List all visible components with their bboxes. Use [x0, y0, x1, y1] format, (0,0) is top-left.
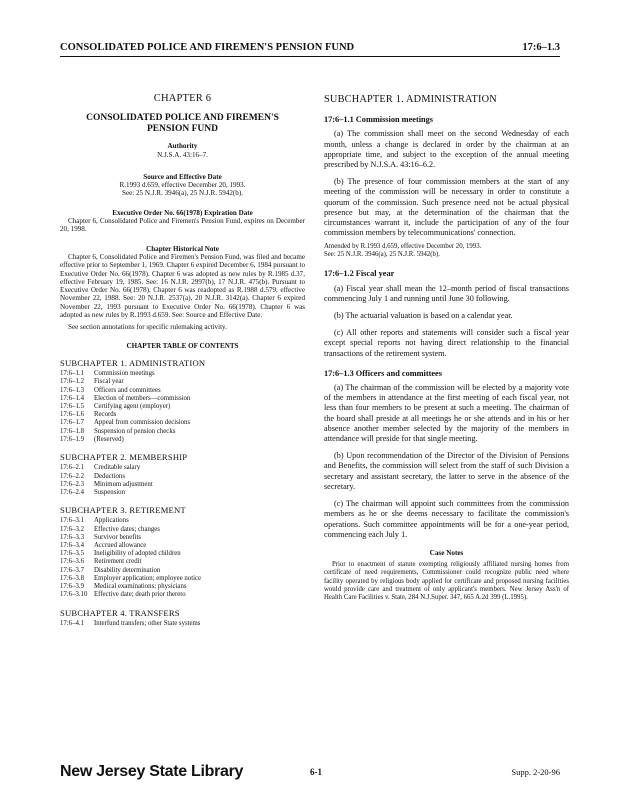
toc-item[interactable]: 17:6–1.9 (Reserved)	[60, 435, 124, 443]
toc-subchapter-heading: SUBCHAPTER 4. TRANSFERS	[60, 607, 180, 618]
toc-item[interactable]: 17:6–1.2 Fiscal year	[60, 378, 124, 386]
toc-subchapter-3	[60, 506, 305, 599]
see-annotations: See section annotations for specific rulemaking activity.	[68, 323, 227, 332]
exec-order-text: Chapter 6, Consolidated Police and Firemen's Pension Fund, expires on December 20, 1998.	[60, 217, 305, 234]
history-text: Chapter 6, Consolidated Police and Firemen's Pension Fund, was filed and became effective prior to September 1, 1969. Chapter 6 expired December 6, 1984 pursuant to Executive Order No. 66(1978). Chapter 6 was adopted as new rules by R.1985 d.37, effective February 19, 1985. See: 16 N.J.R. 2997(b), 17 N.J.R. 475(b). Pursuant to Executive Order No. 66(1978), Chapter 6 was readopted as R.1988 d.579, effective November 22, 1988. See: 20 N.J.R. 2537(a), 20 N.J.R. 3142(a). Chapter 6 expired November 22, 1993 pursuant to Executive Order No. 66(1978). Chapter 6 was adopted as new rules by R.1993 d.659. See: Source and Effective Date.	[60, 252, 305, 320]
right-column	[324, 95, 569, 602]
toc-item[interactable]: 17:6–3.9 Medical examinations; physicians	[60, 583, 187, 591]
authority-label: Authority	[167, 142, 198, 151]
section-1-1-b: (b) The presence of four commission members at the start of any meeting of the commission will be necessary in order to constitute a quorum of the commission. Such presence need not be actual physical presence but may, at the determination of the chairman that the circumstances warrant it, include the participation of any of the four commission members by telecommunications' connection.	[324, 177, 569, 238]
section-1-3-b: (b) Upon recommendation of the Director of the Division of Pensions and Benefits, the commission will select from the staff of such Division a secretary and assistant secretary, the latter to serve in the absence of the secretary.	[324, 451, 569, 491]
section-1-3-c: (c) The chairman will appoint such committees from the commission members as he or she deems necessary to facilitate the commission's operations. Such committee appointments will be for a one-year period, commencing each July 1.	[324, 499, 569, 539]
page-footer	[60, 763, 560, 783]
toc-item[interactable]: 17:6–1.4 Election of members—commission	[60, 394, 191, 402]
toc-item[interactable]: 17:6–3.3 Survivor benefits	[60, 533, 142, 541]
section-1-2-c: (c) All other reports and statements will consider such a fiscal year except special reports not having direct relationship to the financial transactions of the retirement system.	[324, 328, 569, 358]
toc-subchapter-heading: SUBCHAPTER 1. ADMINISTRATION	[60, 357, 206, 368]
toc-item[interactable]: 17:6–3.4 Accrued allowance	[60, 542, 147, 550]
authority-text: N.J.S.A. 43:16–7.	[157, 150, 208, 159]
amendment-note-2: See: 25 N.J.R. 3946(a), 25 N.J.R. 5942(b).	[324, 251, 440, 259]
case-notes-text: Prior to enactment of statute exempting religiously affiliated nursing homes from certificate of need requirements, Commissioner could recognize public need where facility operated by religious body applied for certificate and proposed nursing facilities would provide care and treatment of only applicant's members. New Jersey Ass'n of Health Care Facilities v. State, 284 N.J.Super. 347, 665 A.2d 399 (L.1995).	[324, 561, 569, 601]
section-1-2-b: (b) The actuarial valuation is based on a calendar year.	[334, 311, 513, 321]
toc-item[interactable]: 17:6–1.1 Commission meetings	[60, 370, 155, 378]
library-stamp: New Jersey State Library	[60, 763, 244, 780]
toc-label: CHAPTER TABLE OF CONTENTS	[126, 341, 239, 350]
history-label: Chapter Historical Note	[146, 244, 219, 253]
chapter-title: CONSOLIDATED POLICE AND FIREMEN'S PENSION FUND	[86, 113, 279, 135]
toc-item[interactable]: 17:6–3.5 Ineligibility of adopted children	[60, 550, 181, 558]
header-title: CONSOLIDATED POLICE AND FIREMEN'S PENSION FUND	[60, 42, 355, 53]
toc-subchapter-4	[60, 609, 305, 629]
section-1-2-a: (a) Fiscal year shall mean the 12–month period of fiscal transactions commencing July 1 and running until June 30 following.	[324, 283, 569, 303]
toc-item[interactable]: 17:6–3.7 Disability determination	[60, 566, 161, 574]
toc-item[interactable]: 17:6–2.1 Creditable salary	[60, 464, 141, 472]
toc-item[interactable]: 17:6–2.2 Deductions	[60, 472, 125, 480]
toc-item[interactable]: 17:6–3.10 Effective date; death prior thereto	[60, 591, 186, 599]
page-number: 6-1	[310, 767, 322, 777]
toc-item[interactable]: 17:6–3.2 Effective dates; changes	[60, 525, 160, 533]
toc-item[interactable]: 17:6–3.1 Applications	[60, 517, 129, 525]
toc-item[interactable]: 17:6–1.6 Records	[60, 411, 117, 419]
subchapter-heading: SUBCHAPTER 1. ADMINISTRATION	[324, 94, 497, 105]
toc-item[interactable]: 17:6–1.7 Appeal from commission decisions	[60, 419, 191, 427]
toc-item[interactable]: 17:6–1.3 Officers and committees	[60, 386, 161, 394]
chapter-number: CHAPTER 6	[153, 93, 212, 104]
supplement-date: Supp. 2-20-96	[511, 767, 560, 777]
section-1-3-a: (a) The chairman of the commission will be elected by a majority vote of the members in attendance at the first meeting of each fiscal year, not less than four members to be present at such a meeting. The chairman of the board shall preside at all meetings he or she attends and in his or her absence another member selected by the majority of the members in attendance will preside for that single meeting.	[324, 383, 569, 444]
toc-item[interactable]: 17:6–3.6 Retirement credit	[60, 558, 142, 566]
header-rule	[60, 56, 560, 57]
running-header	[60, 42, 560, 53]
toc-item[interactable]: 17:6–2.4 Suspension	[60, 488, 125, 496]
toc-item[interactable]: 17:6–4.1 Interfund transfers; other State systems	[60, 619, 201, 627]
toc-item[interactable]: 17:6–1.8 Suspension of pension checks	[60, 427, 176, 435]
section-1-1-a: (a) The commission shall meet on the second Wednesday of each month, unless a change is declared in order by the chairman at an appropriate time, and subject to the exception of the annual meeting prescribed by N.J.S.A. 43:16–6.2.	[324, 129, 569, 170]
toc-subchapter-heading: SUBCHAPTER 3. RETIREMENT	[60, 505, 186, 516]
source-label: Source and Effective Date	[143, 172, 222, 181]
toc-subchapter-heading: SUBCHAPTER 2. MEMBERSHIP	[60, 452, 188, 463]
section-heading-1-2: 17:6–1.2 Fiscal year	[324, 269, 395, 279]
left-column	[60, 95, 305, 628]
toc-item[interactable]: 17:6–2.3 Minimum adjustment	[60, 480, 153, 488]
header-code: 17:6–1.3	[522, 42, 560, 53]
source-line-2: See: 25 N.J.R. 3946(a), 25 N.J.R. 5942(b).	[122, 189, 243, 198]
case-notes-label: Case Notes	[429, 548, 464, 557]
exec-order-label: Executive Order No. 66(1978) Expiration Date	[112, 208, 253, 217]
toc-item[interactable]: 17:6–3.8 Employer application; employee notice	[60, 574, 202, 582]
section-heading-1-3: 17:6–1.3 Officers and committees	[324, 368, 442, 378]
amendment-note-1: Amended by R.1993 d.659, effective December 20, 1993.	[324, 243, 482, 251]
toc-subchapter-2	[60, 453, 305, 497]
toc-item[interactable]: 17:6–1.5 Certifying agent (employer)	[60, 403, 171, 411]
toc-subchapter-1	[60, 359, 305, 444]
source-line-1: R.1993 d.659, effective December 20, 1993.	[119, 181, 246, 190]
section-heading-1-1: 17:6–1.1 Commission meetings	[324, 115, 434, 125]
